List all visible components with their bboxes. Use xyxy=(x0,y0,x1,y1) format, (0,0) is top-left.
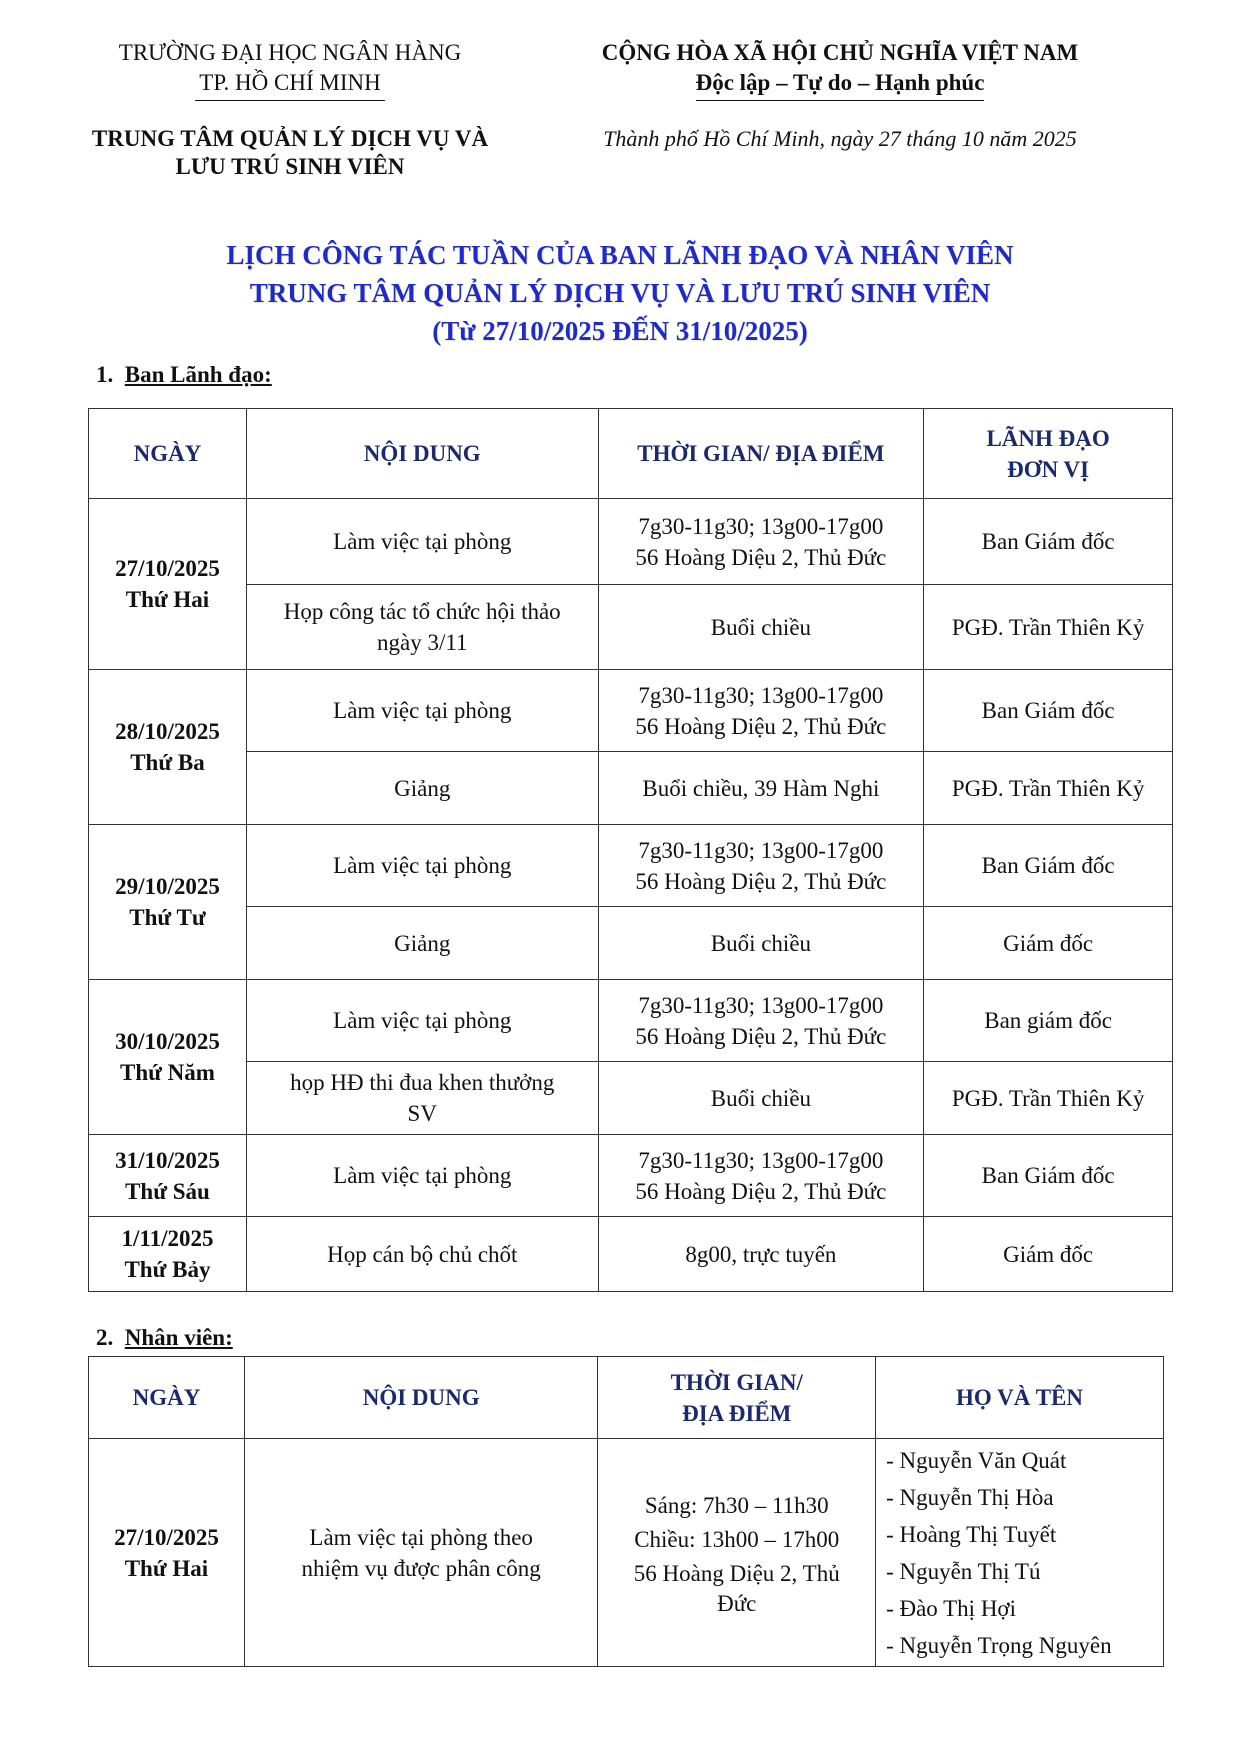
leader-cell: Giám đốc xyxy=(924,907,1173,980)
content-line: họp HĐ thi đua khen thưởng xyxy=(290,1070,555,1095)
table-row xyxy=(89,825,1173,907)
time-location-cell xyxy=(598,752,924,825)
content-line: ngày 3/11 xyxy=(377,630,468,655)
time-line: Buổi chiều xyxy=(710,930,812,956)
staff-name: - Nguyễn Trọng Nguyên xyxy=(886,1632,1112,1658)
national-motto: Độc lập – Tự do – Hạnh phúc xyxy=(696,68,985,101)
day-weekday: Thứ Hai xyxy=(124,1555,209,1581)
time-line: Chiều: 13h00 – 17h00 xyxy=(634,1526,840,1552)
time-location-cell xyxy=(598,1135,924,1217)
leader-cell: Giám đốc xyxy=(924,1217,1173,1292)
leader-cell: Ban giám đốc xyxy=(924,980,1173,1062)
day-date: 28/10/2025 xyxy=(115,719,220,744)
unit-name-line1: TRUNG TÂM QUẢN LÝ DỊCH VỤ VÀ xyxy=(91,126,489,151)
header-time-line2: ĐỊA ĐIỂM xyxy=(682,1400,792,1426)
day-cell xyxy=(89,1135,247,1217)
leader-cell: Ban Giám đốc xyxy=(924,499,1173,585)
day-weekday: Thứ Ba xyxy=(130,750,205,775)
location-line: 56 Hoàng Diệu 2, Thủ Đức xyxy=(635,868,887,894)
location-line: 56 Hoàng Diệu 2, Thủ Đức xyxy=(635,544,887,570)
title-line3: (Từ 27/10/2025 ĐẾN 31/10/2025) xyxy=(432,316,808,346)
table-row xyxy=(89,1135,1173,1217)
leader-cell: Ban Giám đốc xyxy=(924,670,1173,752)
content-line: nhiệm vụ được phân công xyxy=(301,1555,541,1581)
content-cell xyxy=(246,670,598,752)
leader-cell: PGĐ. Trần Thiên Kỷ xyxy=(924,1062,1173,1135)
content-line: Làm việc tại phòng xyxy=(333,698,512,723)
day-weekday: Thứ Bảy xyxy=(124,1257,211,1282)
content-cell xyxy=(246,499,598,585)
content-cell xyxy=(246,1217,598,1292)
content-line: Làm việc tại phòng theo xyxy=(309,1524,533,1550)
section-1-heading xyxy=(96,362,272,388)
time-line: Buổi chiều xyxy=(710,1085,812,1111)
header-date: NGÀY xyxy=(89,1357,245,1439)
day-cell xyxy=(89,980,247,1135)
header-leader-line1: LÃNH ĐẠO xyxy=(986,425,1110,451)
time-line: 7g30-11g30; 13g00-17g00 xyxy=(638,513,884,539)
day-cell xyxy=(89,1439,245,1667)
time-line: Buổi chiều xyxy=(710,614,812,640)
leader-cell: PGĐ. Trần Thiên Kỷ xyxy=(924,752,1173,825)
time-line: Sáng: 7h30 – 11h30 xyxy=(644,1492,829,1518)
content-line: Làm việc tại phòng xyxy=(333,529,512,554)
table-header-row xyxy=(89,409,1173,499)
location-line: Đức xyxy=(717,1590,757,1616)
table-row xyxy=(89,1062,1173,1135)
day-weekday: Thứ Hai xyxy=(125,587,210,612)
table-row xyxy=(89,980,1173,1062)
day-cell xyxy=(89,670,247,825)
header-content: NỘI DUNG xyxy=(246,409,598,499)
staff-name: - Nguyễn Văn Quát xyxy=(886,1447,1067,1473)
table-row xyxy=(89,1217,1173,1292)
time-line: 8g00, trực tuyến xyxy=(685,1241,837,1267)
time-line: 7g30-11g30; 13g00-17g00 xyxy=(638,682,884,708)
university-name: TRƯỜNG ĐẠI HỌC NGÂN HÀNG xyxy=(118,40,462,65)
content-line: SV xyxy=(407,1101,437,1126)
national-title: CỘNG HÒA XÃ HỘI CHỦ NGHĨA VIỆT NAM xyxy=(601,40,1079,65)
leadership-schedule-table xyxy=(88,408,1173,1292)
header-leader-line2: ĐƠN VỊ xyxy=(1007,456,1090,482)
content-cell xyxy=(246,1135,598,1217)
header-time-location: THỜI GIAN/ ĐỊA ĐIỂM xyxy=(598,409,924,499)
day-date: 29/10/2025 xyxy=(115,874,220,899)
day-date: 31/10/2025 xyxy=(115,1147,220,1173)
header-names: HỌ VÀ TÊN xyxy=(876,1357,1164,1439)
content-cell xyxy=(246,980,598,1062)
header-leader xyxy=(924,409,1173,499)
table-row xyxy=(89,752,1173,825)
time-location-cell xyxy=(598,670,924,752)
staff-name: - Nguyễn Thị Hòa xyxy=(886,1484,1054,1510)
day-cell xyxy=(89,499,247,670)
content-line: Họp cán bộ chủ chốt xyxy=(327,1241,518,1267)
content-line: Làm việc tại phòng xyxy=(333,853,512,878)
content-cell xyxy=(246,585,598,670)
content-cell xyxy=(246,825,598,907)
location-line: 56 Hoàng Diệu 2, Thủ Đức xyxy=(635,1023,887,1049)
header-time-location xyxy=(598,1357,876,1439)
content-cell xyxy=(246,1062,598,1135)
day-date: 1/11/2025 xyxy=(121,1226,214,1251)
section-2-label: Nhân viên: xyxy=(124,1325,233,1350)
day-weekday: Thứ Tư xyxy=(129,905,206,930)
staff-name: - Nguyễn Thị Tú xyxy=(886,1558,1041,1584)
content-line: Họp công tác tổ chức hội thảo xyxy=(283,599,561,624)
content-line: Giảng xyxy=(394,775,451,801)
title-line2: TRUNG TÂM QUẢN LÝ DỊCH VỤ VÀ LƯU TRÚ SINH VIÊN xyxy=(249,278,991,308)
document-title xyxy=(40,236,1200,350)
location-line: 56 Hoàng Diệu 2, Thủ Đức xyxy=(635,1178,887,1204)
time-location-cell xyxy=(598,1439,876,1667)
day-cell xyxy=(89,1217,247,1292)
time-line: 7g30-11g30; 13g00-17g00 xyxy=(638,1147,884,1173)
content-cell xyxy=(246,907,598,980)
location-line: 56 Hoàng Diệu 2, Thủ xyxy=(633,1560,840,1586)
table-row xyxy=(89,1439,1164,1667)
title-line1: LỊCH CÔNG TÁC TUẦN CỦA BAN LÃNH ĐẠO VÀ NHÂN VIÊN xyxy=(226,240,1014,270)
university-city: TP. HỒ CHÍ MINH xyxy=(195,68,384,101)
section-1-label: Ban Lãnh đạo: xyxy=(124,362,272,387)
content-cell xyxy=(244,1439,598,1667)
content-cell xyxy=(246,752,598,825)
names-cell xyxy=(876,1439,1164,1667)
time-location-cell xyxy=(598,1062,924,1135)
section-2-heading xyxy=(96,1325,233,1351)
leader-cell: Ban Giám đốc xyxy=(924,1135,1173,1217)
content-line: Làm việc tại phòng xyxy=(333,1008,512,1033)
day-cell xyxy=(89,825,247,980)
content-line: Giảng xyxy=(394,930,451,956)
day-date: 27/10/2025 xyxy=(114,1524,219,1550)
staff-name: - Hoàng Thị Tuyết xyxy=(886,1521,1057,1547)
table-row xyxy=(89,907,1173,980)
table-header-row xyxy=(89,1357,1164,1439)
time-line: 7g30-11g30; 13g00-17g00 xyxy=(638,992,884,1018)
school-header xyxy=(40,38,540,181)
time-location-cell xyxy=(598,907,924,980)
day-date: 30/10/2025 xyxy=(115,1029,220,1054)
day-weekday: Thứ Năm xyxy=(119,1060,215,1085)
header-content: NỘI DUNG xyxy=(244,1357,598,1439)
staff-name: - Đào Thị Hợi xyxy=(886,1595,1016,1621)
unit-name-line2: LƯU TRÚ SINH VIÊN xyxy=(175,154,405,179)
time-line: 7g30-11g30; 13g00-17g00 xyxy=(638,837,884,863)
time-location-cell xyxy=(598,499,924,585)
table-row xyxy=(89,499,1173,585)
leader-cell: Ban Giám đốc xyxy=(924,825,1173,907)
time-location-cell xyxy=(598,980,924,1062)
table-row xyxy=(89,670,1173,752)
national-header xyxy=(530,38,1150,153)
location-line: 56 Hoàng Diệu 2, Thủ Đức xyxy=(635,713,887,739)
header-date: NGÀY xyxy=(89,409,247,499)
table-row xyxy=(89,585,1173,670)
time-location-cell xyxy=(598,1217,924,1292)
time-location-cell xyxy=(598,585,924,670)
day-weekday: Thứ Sáu xyxy=(125,1178,210,1204)
header-time-line1: THỜI GIAN/ xyxy=(670,1369,803,1395)
time-location-cell xyxy=(598,825,924,907)
leader-cell: PGĐ. Trần Thiên Kỷ xyxy=(924,585,1173,670)
day-date: 27/10/2025 xyxy=(115,556,220,581)
section-2-number: 2. xyxy=(96,1325,114,1350)
content-line: Làm việc tại phòng xyxy=(333,1163,512,1188)
section-1-number: 1. xyxy=(96,362,114,387)
time-line: Buổi chiều, 39 Hàm Nghi xyxy=(642,775,880,801)
document-date: Thành phố Hồ Chí Minh, ngày 27 tháng 10 năm 2025 xyxy=(603,126,1077,151)
staff-schedule-table xyxy=(88,1356,1164,1667)
